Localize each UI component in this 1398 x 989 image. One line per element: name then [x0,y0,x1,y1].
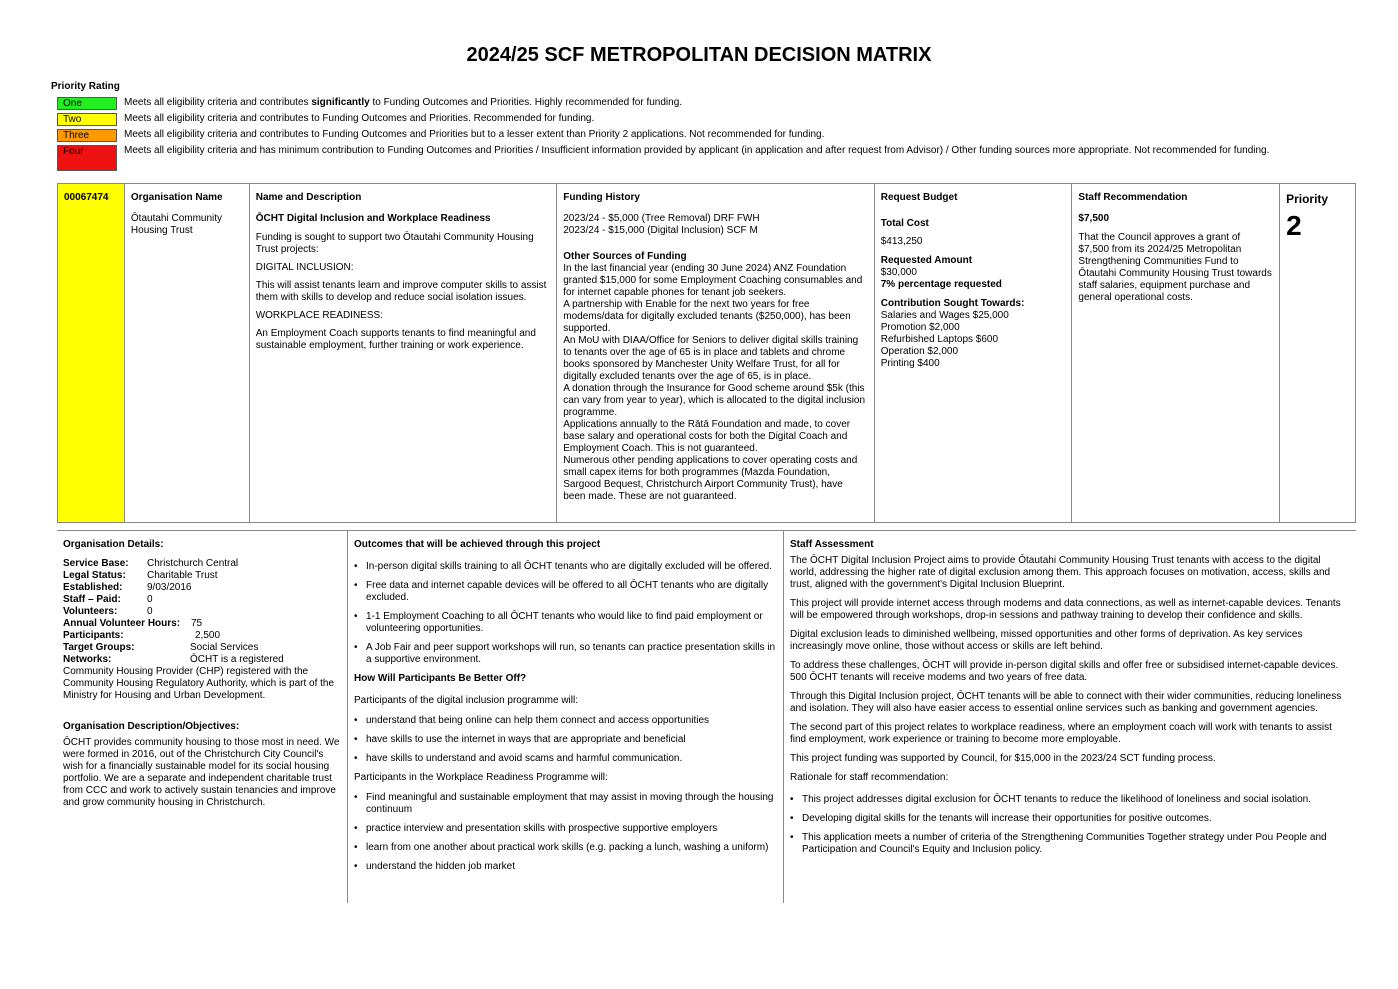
assessment-para: This project will provide internet access through modems and data connections, as well as internet-capable devices. Tenants will be empowered through workshops, drop-in sessions and pathway training to develop their confidence and skills. [790,598,1341,621]
org-name-heading: Organisation Name [130,192,223,203]
request-budget-heading: Request Budget [880,192,958,203]
target-groups-row: Target Groups: Social Services [63,642,259,653]
priority-heading: Priority [1286,192,1329,206]
networks-row: Networks: ŌCHT is a registered [63,654,284,665]
work-outcome-item: • learn from one another about practical work skills (e.g. packing a lunch, washing a uniform) [366,842,777,854]
other-funding-line: In the last financial year (ending 30 June 2024) ANZ Foundation granted $15,000 for some Employment Coaching consumables and for internet capable phones for tenant job seekers. [563,263,863,298]
assessment-para: To address these challenges, ŌCHT will provide in-person digital skills and offer free or subsidised internet-capable devices. 500 ŌCHT tenants will receive modems and two years of free data. [790,660,1339,683]
description-para: Funding is sought to support two Ōtautahi Community Housing Trust projects: [255,232,534,255]
digital-outcomes-list [354,715,777,765]
description-para: WORKPLACE READINESS: [255,310,383,321]
work-intro: Participants in the Workplace Readiness Programme will: [354,772,608,783]
org-description-text: ŌCHT provides community housing to those most in need. We were formed in 2016, out of the Christchurch City Council's wish for a financially sustainable model for its social housing portfolio. We are a separate and independent charitable trust from CCC and work to actively sustain tenancies and improve and grow community housing in Christchurch. [63,737,340,808]
org-details-panel [57,531,348,903]
outcome-item: • 1-1 Employment Coaching to all ŌCHT tenants who would like to find paid employment or volunteering opportunities. [366,611,777,635]
outcome-item: • In-person digital skills training to all ŌCHT tenants who are digitally excluded will be offered. [366,561,777,573]
application-id-cell [58,184,125,522]
request-budget-cell [875,184,1073,522]
rationale-item: • This application meets a number of criteria of the Strengthening Communities Together strategy under Pou People and Participation and Council's Equity and Inclusion policy. [802,832,1350,856]
volunteer-hours-row: Annual Volunteer Hours: 75 [63,618,203,629]
application-id: 00067474 [64,192,109,203]
rationale-item: • Developing digital skills for the tenants will increase their opportunities for positive outcomes. [802,813,1350,825]
assessment-para: Through this Digital Inclusion project, ŌCHT tenants will be able to connect with their wider communities, reducing loneliness and isolation. They will also have easier access to essential online services such as banking and government agencies. [790,691,1342,714]
description-para: DIGITAL INCLUSION: [255,262,354,273]
contribution-line: Salaries and Wages $25,000 [880,310,1009,321]
priority-one-text: Meets all eligibility criteria and contributes significantly to Funding Outcomes and Priorities. Highly recommended for funding. [124,97,683,108]
history-line: 2023/24 - $15,000 (Digital Inclusion) SCF M [563,225,758,236]
work-outcomes-list [354,792,777,873]
priority-rating-heading: Priority Rating [51,81,120,92]
participants-row: Participants: 2,500 [63,630,221,641]
total-cost-label: Total Cost [880,218,929,229]
other-funding-line: An MoU with DIAA/Office for Seniors to deliver digital skills training to tenants over the age of 65 is in place and tablets and chrome books sponsored by Manchester Unity Welfare Trust, for all for digitally excluded tenants over the age of 65, is in place. [563,335,859,382]
org-description-heading: Organisation Description/Objectives: [63,721,240,732]
staff-recommendation-heading: Staff Recommendation [1078,192,1188,203]
outcome-item: • A Job Fair and peer support workshops will run, so tenants can practice presentation skills in a supportive environment. [366,642,777,666]
assessment-para: The ŌCHT Digital Inclusion Project aims to provide Ōtautahi Community Housing Trust tenants with access to the digital world, addressing the higher rate of digital exclusion among them. This approach focuses on motivation, access, skills and trust, aligned with the government's Digital Inclusion Blueprint. [790,555,1331,590]
outcomes-heading: Outcomes that will be achieved through this project [354,539,601,550]
staff-assessment-heading: Staff Assessment [790,539,874,550]
details-section [57,530,1356,903]
org-name-cell [125,184,250,522]
digital-outcome-item: • understand that being online can help them connect and access opportunities [366,715,777,727]
outcomes-panel [348,531,784,903]
priority-legend [57,97,1317,174]
priority-value: 2 [1286,210,1302,241]
legend-row-three [57,129,1317,142]
priority-three-text: Meets all eligibility criteria and contributes to Funding Outcomes and Priorities but to a lesser extent than Priority 2 applications. Not recommended for funding. [124,129,825,140]
assessment-para: Digital exclusion leads to diminished wellbeing, missed opportunities and other forms of deprivation. As key services increasingly move online, those without access or skills are left behind. [790,629,1303,652]
contribution-line: Promotion $2,000 [880,322,960,333]
rationale-heading: Rationale for staff recommendation: [790,772,949,783]
application-table [57,183,1356,523]
assessment-para: This project funding was supported by Council, for $15,000 in the 2023/24 SCT funding process. [790,753,1216,764]
requested-amount-value: $30,000 [880,267,917,278]
legal-status-row: Legal Status: Charitable Trust [63,570,218,581]
work-outcome-item: • Find meaningful and sustainable employment that may assist in moving through the housing continuum [366,792,777,816]
legend-row-one [57,97,1317,110]
volunteers-row: Volunteers: 0 [63,606,153,617]
org-details-heading: Organisation Details: [63,539,164,550]
percentage-requested: 7% percentage requested [880,279,1002,290]
requested-amount-label: Requested Amount [880,255,973,266]
assessment-para: The second part of this project relates to workplace readiness, where an employment coach will work with tenants to assist find employment, work experience or training to become more employable. [790,722,1332,745]
priority-four-swatch: Four [57,145,117,171]
work-outcome-item: • practice interview and presentation skills with prospective supportive employers [366,823,777,835]
other-funding-heading: Other Sources of Funding [563,251,687,262]
rationale-item: • This project addresses digital exclusion for ŌCHT tenants to reduce the likelihood of loneliness and social isolation. [802,794,1350,806]
other-funding-line: A partnership with Enable for the next two years for free modems/data for digitally excluded tenants ($250,000), has been supported. [563,299,851,334]
work-outcome-item: • understand the hidden job market [366,861,777,873]
other-funding-line: Applications annually to the Rātā Foundation and made, to cover base salary and operational costs for both the Digital Coach and Employment Coach. This is not guaranteed. [563,419,851,454]
recommendation-text: That the Council approves a grant of $7,500 from its 2024/25 Metropolitan Strengthening Communities Fund to Ōtautahi Community Housing Trust towards staff salaries, equipment purchase and general operational costs. [1078,232,1272,303]
other-funding-line: Numerous other pending applications to cover operating costs and small capex items for both programmes (Mazda Foundation, Sargood Bequest, Christchurch Airport Community Trust), have been made. These are not guaranteed. [563,455,858,502]
priority-two-text: Meets all eligibility criteria and contributes to Funding Outcomes and Priorities. Recommended for funding. [124,113,595,124]
outcomes-list [354,561,777,666]
digital-outcome-item: • have skills to understand and avoid scams and harmful communication. [366,753,777,765]
description-para: This will assist tenants learn and improve computer skills to assist them with skills to develop and reduce social isolation issues. [255,280,547,303]
description-cell [250,184,558,522]
history-line: 2023/24 - $5,000 (Tree Removal) DRF FWH [563,213,760,224]
priority-two-swatch: Two [57,113,117,126]
contribution-line: Refurbished Laptops $600 [880,334,999,345]
contribution-line: Operation $2,000 [880,346,959,357]
staff-recommendation-cell [1072,184,1280,522]
project-name: ŌCHT Digital Inclusion and Workplace Readiness [255,213,491,224]
outcome-item: • Free data and internet capable devices will be offered to all ŌCHT tenants who are digitally excluded. [366,580,777,604]
priority-three-swatch: Three [57,129,117,142]
digital-intro: Participants of the digital inclusion programme will: [354,695,578,706]
description-heading: Name and Description [255,192,362,203]
legend-row-four [57,145,1317,171]
staff-assessment-panel [784,531,1356,903]
priority-cell [1280,184,1355,522]
org-name: Ōtautahi Community Housing Trust [130,213,223,236]
total-cost-value: $413,250 [880,236,923,247]
digital-outcome-item: • have skills to use the internet in ways that are appropriate and beneficial [366,734,777,746]
better-off-heading: How Will Participants Be Better Off? [354,673,527,684]
priority-four-text: Meets all eligibility criteria and has minimum contribution to Funding Outcomes and Priorities / Insufficient information provided by applicant (in application and after request from Advisor) / Other funding sources more appropriate. Not recommended for funding. [124,145,1270,156]
funding-history-cell [557,184,875,522]
other-funding-line: A donation through the Insurance for Good scheme around $5k (this can vary from year to year), which is allocated to the digital inclusion programme. [563,383,866,418]
contribution-label: Contribution Sought Towards: [880,298,1025,309]
networks-text: Community Housing Provider (CHP) registered with the Community Housing Regulatory Authority, which is part of the Ministry for Housing and Urban Development. [63,666,335,701]
contribution-line: Printing $400 [880,358,940,369]
recommended-amount: $7,500 [1078,213,1110,224]
legend-row-two [57,113,1317,126]
description-para: An Employment Coach supports tenants to find meaningful and sustainable employment, further training or work experience. [255,328,536,351]
page-title: 2024/25 SCF METROPOLITAN DECISION MATRIX [466,44,932,66]
staff-paid-row: Staff – Paid: 0 [63,594,153,605]
rationale-list [790,794,1350,856]
priority-one-swatch: One [57,97,117,110]
established-row: Established: 9/03/2016 [63,582,192,593]
funding-history-heading: Funding History [563,192,640,203]
service-base-row: Service Base: Christchurch Central [63,558,239,569]
